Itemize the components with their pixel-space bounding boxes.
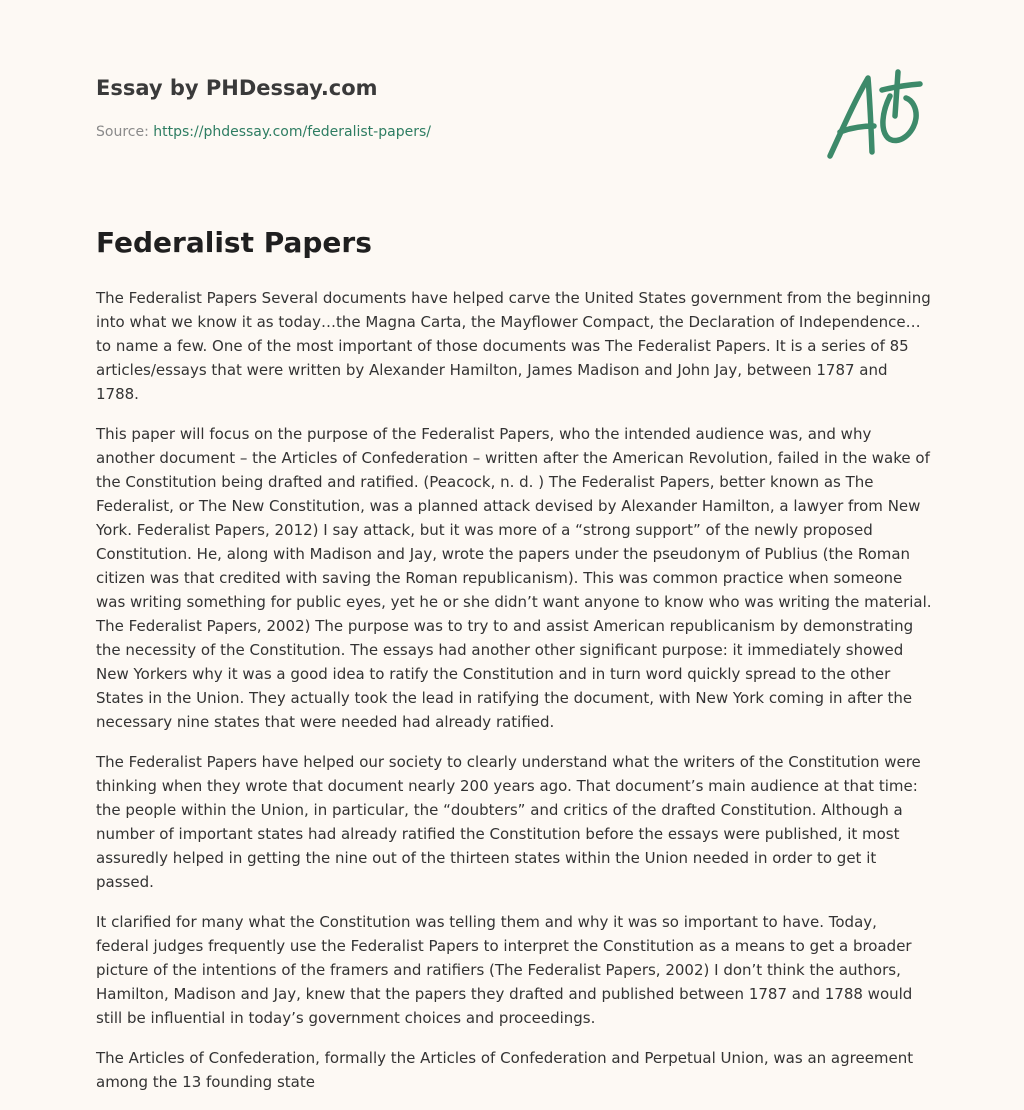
source-label: Source: <box>96 124 149 140</box>
essay-title: Federalist Papers <box>96 226 372 259</box>
source-link[interactable]: https://phdessay.com/federalist-papers/ <box>153 124 431 140</box>
essay-paragraph: The Articles of Confederation, formally the Articles of Confederation and Perpetual Union, was an agreement among the 13 founding state <box>96 1049 914 1091</box>
essay-body <box>96 286 932 1110</box>
essay-paragraph: The Federalist Papers have helped our society to clearly understand what the writers of the Constitution were thinking when they wrote that document nearly 200 years ago. That document’s main audience at that time: the people within the Union, in particular, the “doubters” and critics of the drafted Constitution. Although a number of important states had already ratified the Constitution before the essays were published, it most assuredly helped in getting the nine out of the thirteen states within the Union needed in order to get it passed. <box>96 753 921 891</box>
essay-paragraph: It clarified for many what the Constitution was telling them and why it was so important to have. Today, federal judges frequently use the Federalist Papers to interpret the Constitution as a means to get a broader picture of the intentions of the framers and ratifiers (The Federalist Papers, 2002) I don’t think the authors, Hamilton, Madison and Jay, knew that the papers they drafted and published between 1787 and 1788 would still be influential in today’s government choices and proceedings. <box>96 913 913 1027</box>
a-plus-logo-icon <box>824 68 924 164</box>
essay-paragraph: This paper will focus on the purpose of the Federalist Papers, who the intended audience was, and why another document – the Articles of Confederation – written after the American Revolution, failed in the wake of the Constitution being drafted and ratified. (Peacock, n. d. ) The Federalist Papers, better known as The Federalist, or The New Constitution, was a planned attack devised by Alexander Hamilton, a lawyer from New York. Federalist Papers, 2012) I say attack, but it was more of a “strong support” of the newly proposed Constitution. He, along with Madison and Jay, wrote the papers under the pseudonym of Publius (the Roman citizen was that credited with saving the Roman republicanism). This was common practice when someone was writing something for public eyes, yet he or she didn’t want anyone to know who was writing the material. The Federalist Papers, 2002) The purpose was to try to and assist American republicanism by demonstrating the necessity of the Constitution. The essays had another other significant purpose: it immediately showed New Yorkers why it was a good idea to ratify the Constitution and in turn word quickly spread to the other States in the Union. They actually took the lead in ratifying the document, with New York coming in after the necessary nine states that were needed had already ratified. <box>96 425 932 731</box>
source-line <box>96 124 431 140</box>
site-brand-title: Essay by PHDessay.com <box>96 76 378 100</box>
essay-paragraph: The Federalist Papers Several documents have helped carve the United States government from the beginning into what we know it as today…the Magna Carta, the Mayflower Compact, the Declaration of Independence…to name a few. One of the most important of those documents was The Federalist Papers. It is a series of 85 articles/essays that were written by Alexander Hamilton, James Madison and John Jay, between 1787 and 1788. <box>96 289 931 403</box>
